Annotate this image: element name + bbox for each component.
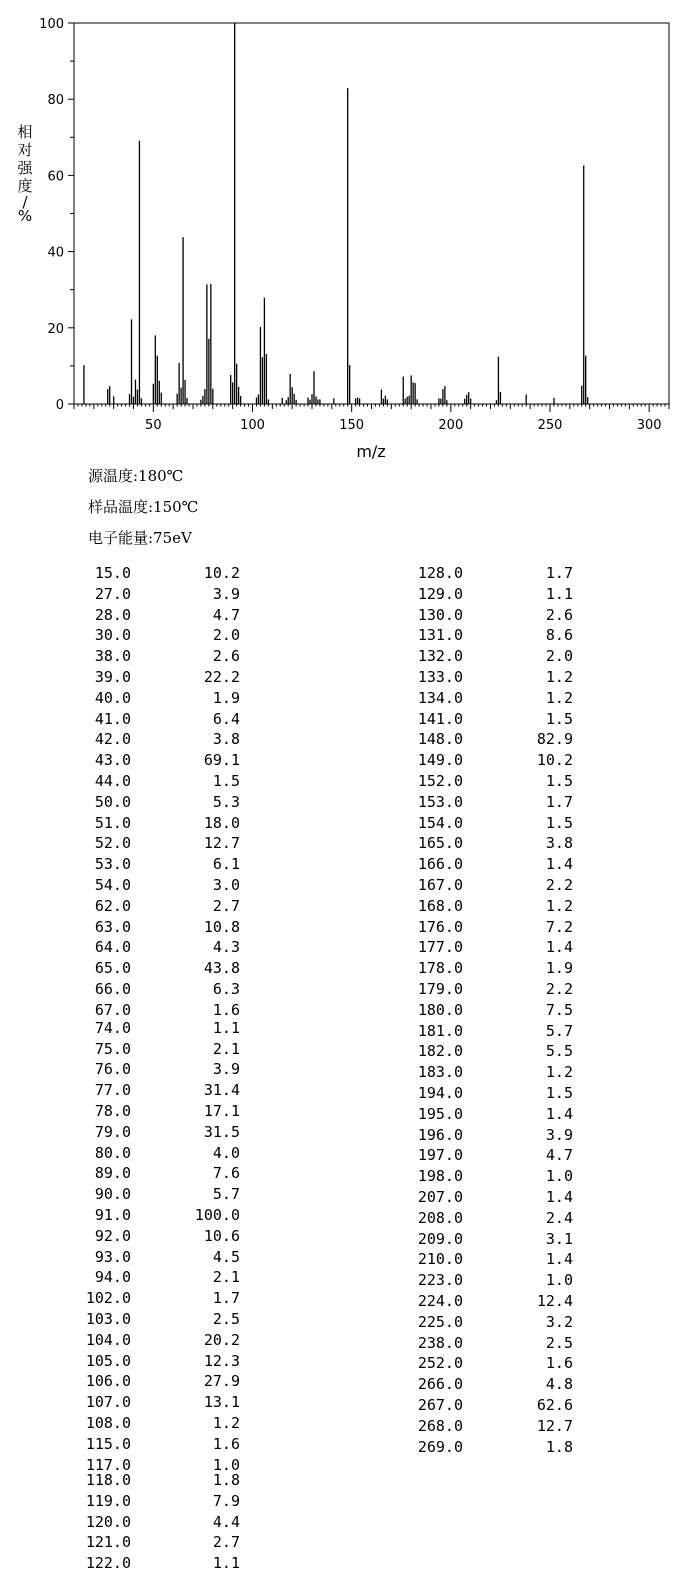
peak-row [0, 710, 687, 728]
peak-mz: 167.0 [417, 876, 463, 894]
peak-row [0, 980, 687, 998]
peak-mz: 40.0 [94, 688, 131, 707]
peak-intensity: 2.1 [212, 1039, 240, 1058]
peak-intensity: 1.4 [545, 855, 573, 874]
peak-mz: 65.0 [94, 959, 131, 978]
peak-row [0, 1351, 687, 1373]
peak-intensity: 10.2 [203, 564, 240, 582]
peak-row [0, 793, 687, 811]
peak-mz: 51.0 [94, 813, 131, 832]
peak-row [0, 1471, 687, 1489]
peak-intensity: 5.7 [212, 1185, 240, 1204]
peak-intensity: 2.0 [212, 626, 240, 645]
peak-row [0, 1554, 687, 1572]
peak-row [0, 938, 687, 956]
y-tick-label: 100 [39, 17, 64, 32]
peak-mz: 15.0 [94, 564, 131, 582]
peak-mz: 39.0 [94, 668, 131, 686]
peak-row [0, 1167, 687, 1185]
peak-mz: 209.0 [417, 1229, 463, 1248]
peak-row [0, 1396, 687, 1414]
peak-mz: 43.0 [94, 751, 131, 770]
peak-mz: 122.0 [85, 1554, 131, 1573]
peak-mz: 195.0 [417, 1104, 463, 1123]
peak-mz: 106.0 [85, 1372, 131, 1391]
peak-row [0, 606, 687, 624]
y-label-char: 强 [17, 159, 33, 177]
y-tick-label: 60 [47, 169, 64, 185]
peak-intensity: 6.1 [212, 855, 240, 874]
y-label-char: 对 [17, 141, 33, 159]
peak-mz: 67.0 [94, 1000, 131, 1019]
peak-mz: 208.0 [417, 1208, 463, 1227]
peak-mz: 210.0 [417, 1250, 463, 1269]
peak-mz: 269.0 [417, 1437, 463, 1456]
y-label-char: 相 [17, 123, 33, 141]
peak-intensity: 10.8 [203, 917, 240, 936]
peak-intensity: 4.8 [545, 1375, 573, 1394]
x-axis-label: m/z [356, 442, 386, 461]
y-axis-label [17, 123, 33, 225]
peak-mz: 197.0 [417, 1146, 463, 1165]
x-tick-label: 50 [145, 418, 162, 433]
peak-mz: 165.0 [417, 834, 463, 853]
peak-mz: 118.0 [85, 1471, 131, 1489]
peak-intensity: 1.5 [545, 772, 573, 790]
peak-intensity: 1.7 [545, 792, 573, 811]
peak-mz: 30.0 [94, 626, 131, 645]
peak-row [0, 1313, 687, 1331]
peak-mz: 52.0 [94, 834, 131, 853]
peak-row [0, 834, 687, 852]
peak-intensity: 12.7 [203, 834, 240, 853]
peak-intensity: 3.8 [212, 730, 240, 749]
peak-mz: 62.0 [94, 896, 131, 915]
peak-row [0, 1143, 687, 1165]
peak-mz: 149.0 [417, 751, 463, 770]
peak-mz: 42.0 [94, 730, 131, 749]
peak-intensity: 3.9 [212, 584, 240, 603]
peak-row [0, 730, 687, 748]
peak-intensity: 22.2 [203, 668, 240, 686]
peak-intensity: 1.5 [545, 813, 573, 832]
peak-intensity: 1.7 [545, 564, 573, 582]
peak-intensity: 2.0 [545, 647, 573, 666]
peak-intensity: 2.6 [212, 647, 240, 666]
peak-intensity: 2.2 [545, 980, 573, 998]
peak-row [0, 1417, 687, 1435]
peak-mz: 91.0 [94, 1206, 131, 1224]
peak-mz: 28.0 [94, 605, 131, 624]
peak-intensity: 3.0 [212, 876, 240, 894]
peak-row [0, 647, 687, 665]
peak-intensity: 5.7 [545, 1021, 573, 1040]
peak-intensity: 1.0 [212, 1455, 240, 1474]
peak-row [0, 876, 687, 894]
peak-intensity: 13.1 [203, 1393, 240, 1412]
peak-mz: 44.0 [94, 772, 131, 790]
peak-row [0, 1039, 687, 1061]
peak-row [0, 1513, 687, 1531]
peak-mz: 207.0 [417, 1188, 463, 1206]
peak-mz: 180.0 [417, 1000, 463, 1019]
peak-intensity: 1.2 [545, 688, 573, 707]
y-tick-label: 40 [47, 245, 64, 261]
mass-spectrum-chart [0, 0, 687, 470]
peak-intensity: 12.4 [536, 1292, 573, 1310]
peak-intensity: 7.6 [212, 1164, 240, 1183]
peak-intensity: 1.7 [212, 1289, 240, 1308]
peak-intensity: 62.6 [536, 1396, 573, 1414]
peak-intensity: 1.9 [545, 959, 573, 978]
x-tick-label: 150 [339, 418, 365, 433]
peak-bars [84, 23, 588, 404]
peak-mz: 224.0 [417, 1292, 463, 1310]
peak-intensity: 31.5 [203, 1122, 240, 1141]
peak-mz: 182.0 [417, 1042, 463, 1061]
peak-intensity: 1.4 [545, 1104, 573, 1123]
peak-mz: 178.0 [417, 959, 463, 978]
peak-mz: 41.0 [94, 709, 131, 728]
peak-intensity: 2.1 [212, 1268, 240, 1287]
source-temperature: 源温度:180℃ [88, 467, 184, 485]
peak-mz: 38.0 [94, 647, 131, 666]
peak-intensity: 43.8 [203, 959, 240, 978]
peak-row [0, 1188, 687, 1206]
peak-mz: 128.0 [417, 564, 463, 582]
x-tick-label: 300 [636, 418, 662, 433]
peak-mz: 79.0 [94, 1122, 131, 1141]
peak-row [0, 1105, 687, 1123]
peak-mz: 50.0 [94, 792, 131, 811]
peak-intensity: 1.2 [545, 668, 573, 686]
peak-mz: 120.0 [85, 1512, 131, 1531]
peak-mz: 102.0 [85, 1289, 131, 1308]
y-tick-label: 20 [47, 321, 64, 337]
peak-intensity: 1.4 [545, 938, 573, 957]
peak-intensity: 3.9 [212, 1060, 240, 1079]
peak-intensity: 31.4 [203, 1081, 240, 1100]
peak-mz: 181.0 [417, 1021, 463, 1040]
peak-row [0, 1292, 687, 1310]
peak-row [0, 1063, 687, 1081]
peak-row [0, 626, 687, 644]
peak-mz: 134.0 [417, 688, 463, 707]
peak-intensity: 18.0 [203, 813, 240, 832]
peak-mz: 117.0 [85, 1455, 131, 1474]
peak-row [0, 855, 687, 873]
peak-intensity: 100.0 [194, 1206, 240, 1224]
peak-mz: 148.0 [417, 730, 463, 749]
peak-intensity: 1.6 [212, 1434, 240, 1453]
peak-row [0, 1001, 687, 1019]
peak-mz: 183.0 [417, 1063, 463, 1082]
peak-intensity: 3.8 [545, 834, 573, 853]
peak-mz: 54.0 [94, 876, 131, 894]
peak-intensity: 1.0 [545, 1271, 573, 1290]
peak-row [0, 918, 687, 936]
peak-mz: 108.0 [85, 1414, 131, 1432]
peak-mz: 64.0 [94, 938, 131, 957]
peak-mz: 107.0 [85, 1393, 131, 1412]
peak-mz: 90.0 [94, 1185, 131, 1204]
peak-row [0, 1438, 687, 1456]
peak-mz: 89.0 [94, 1164, 131, 1183]
x-tick-label: 200 [438, 418, 464, 433]
peak-intensity: 2.2 [545, 876, 573, 894]
peak-intensity: 1.2 [545, 896, 573, 915]
peak-mz: 133.0 [417, 668, 463, 686]
peak-row [0, 1271, 687, 1289]
peak-mz: 115.0 [85, 1434, 131, 1453]
peak-mz: 105.0 [85, 1351, 131, 1370]
peak-mz: 154.0 [417, 813, 463, 832]
peak-intensity: 6.4 [212, 709, 240, 728]
peak-row [0, 1230, 687, 1248]
peak-intensity: 1.4 [545, 1188, 573, 1206]
peak-intensity: 1.6 [545, 1354, 573, 1373]
peak-intensity: 1.1 [212, 1018, 240, 1037]
peak-intensity: 82.9 [536, 730, 573, 749]
peak-row [0, 668, 687, 686]
peak-mz: 176.0 [417, 917, 463, 936]
peak-mz: 168.0 [417, 896, 463, 915]
peak-mz: 266.0 [417, 1375, 463, 1394]
peak-mz: 77.0 [94, 1081, 131, 1100]
peak-row [0, 1126, 687, 1144]
peak-row [0, 751, 687, 769]
peak-intensity: 2.4 [545, 1208, 573, 1227]
peak-row [0, 1084, 687, 1102]
y-label-char: / [22, 193, 28, 211]
peak-mz: 93.0 [94, 1247, 131, 1266]
peak-mz: 121.0 [85, 1533, 131, 1552]
peak-mz: 166.0 [417, 855, 463, 874]
peak-intensity: 20.2 [203, 1330, 240, 1349]
y-label-char: % [17, 207, 33, 225]
peak-intensity: 1.5 [545, 1084, 573, 1102]
peak-row [0, 1209, 687, 1227]
peak-intensity: 2.6 [545, 605, 573, 624]
peak-row [0, 689, 687, 707]
peak-intensity: 4.3 [212, 938, 240, 957]
peak-mz: 268.0 [417, 1416, 463, 1435]
peak-intensity: 3.2 [545, 1312, 573, 1331]
peak-row [0, 1022, 687, 1040]
peak-intensity: 8.6 [545, 626, 573, 645]
peak-mz: 103.0 [85, 1310, 131, 1328]
peak-mz: 92.0 [94, 1226, 131, 1245]
peak-intensity: 6.3 [212, 980, 240, 998]
peak-mz: 238.0 [417, 1333, 463, 1352]
peak-intensity: 4.7 [212, 605, 240, 624]
peak-mz: 252.0 [417, 1354, 463, 1373]
peak-intensity: 12.7 [536, 1416, 573, 1435]
peak-mz: 53.0 [94, 855, 131, 874]
plot-frame [74, 23, 669, 404]
peak-mz: 80.0 [94, 1143, 131, 1162]
peak-intensity: 1.8 [545, 1437, 573, 1456]
peak-mz: 76.0 [94, 1060, 131, 1079]
peak-intensity: 2.5 [545, 1333, 573, 1352]
peak-intensity: 1.2 [212, 1414, 240, 1432]
peak-mz: 119.0 [85, 1491, 131, 1510]
peak-mz: 129.0 [417, 584, 463, 603]
y-tick-label: 0 [55, 398, 64, 413]
peak-row [0, 564, 687, 582]
peak-intensity: 1.5 [212, 772, 240, 790]
electron-energy: 电子能量:75eV [88, 529, 192, 547]
peak-mz: 198.0 [417, 1167, 463, 1186]
peak-row [0, 897, 687, 915]
peak-intensity: 17.1 [203, 1102, 240, 1120]
plot-border [74, 23, 669, 404]
peak-row [0, 814, 687, 832]
peak-mz: 66.0 [94, 980, 131, 998]
peak-row [0, 1247, 687, 1269]
peak-intensity: 2.5 [212, 1310, 240, 1328]
peak-mz: 153.0 [417, 792, 463, 811]
peak-mz: 63.0 [94, 917, 131, 936]
peak-intensity: 12.3 [203, 1351, 240, 1370]
peak-mz: 177.0 [417, 938, 463, 957]
peak-intensity: 1.9 [212, 688, 240, 707]
sample-temperature: 样品温度:150℃ [88, 498, 199, 516]
peak-mz: 74.0 [94, 1018, 131, 1037]
peak-intensity: 1.2 [545, 1063, 573, 1082]
x-axis [74, 404, 669, 433]
peak-intensity: 2.7 [212, 896, 240, 915]
peak-intensity: 4.0 [212, 1143, 240, 1162]
peak-intensity: 10.2 [536, 751, 573, 770]
x-tick-label: 100 [240, 418, 265, 433]
peak-intensity: 69.1 [203, 751, 240, 770]
y-label-char: 度 [17, 177, 33, 195]
peak-intensity: 1.6 [212, 1000, 240, 1019]
peak-mz: 223.0 [417, 1271, 463, 1290]
peak-intensity: 1.8 [212, 1471, 240, 1489]
peak-mz: 131.0 [417, 626, 463, 645]
peak-row [0, 959, 687, 977]
peak-intensity: 5.5 [545, 1042, 573, 1061]
y-tick-label: 80 [47, 93, 64, 109]
peak-intensity: 4.4 [212, 1512, 240, 1531]
peak-mz: 78.0 [94, 1102, 131, 1120]
peak-mz: 225.0 [417, 1312, 463, 1331]
peak-row [0, 1533, 687, 1551]
peak-intensity: 3.1 [545, 1229, 573, 1248]
y-axis [39, 17, 74, 413]
peak-intensity: 1.0 [545, 1167, 573, 1186]
peak-mz: 179.0 [417, 980, 463, 998]
peak-mz: 267.0 [417, 1396, 463, 1414]
peak-mz: 194.0 [417, 1084, 463, 1102]
peak-intensity: 1.1 [212, 1554, 240, 1573]
peak-mz: 152.0 [417, 772, 463, 790]
peak-intensity: 10.6 [203, 1226, 240, 1245]
peak-intensity: 3.9 [545, 1125, 573, 1144]
peak-mz: 94.0 [94, 1268, 131, 1287]
peak-intensity: 27.9 [203, 1372, 240, 1391]
peak-mz: 75.0 [94, 1039, 131, 1058]
peak-mz: 27.0 [94, 584, 131, 603]
peak-intensity: 1.4 [545, 1250, 573, 1269]
peak-row [0, 772, 687, 790]
peak-intensity: 2.7 [212, 1533, 240, 1552]
peak-intensity: 4.5 [212, 1247, 240, 1266]
peak-mz: 132.0 [417, 647, 463, 666]
peak-mz: 104.0 [85, 1330, 131, 1349]
peak-intensity: 5.3 [212, 792, 240, 811]
peak-row [0, 1375, 687, 1393]
peak-intensity: 1.5 [545, 709, 573, 728]
peak-intensity: 4.7 [545, 1146, 573, 1165]
peak-intensity: 7.9 [212, 1491, 240, 1510]
peak-mz: 130.0 [417, 605, 463, 624]
peak-row [0, 1334, 687, 1352]
peak-row [0, 1492, 687, 1510]
peak-mz: 141.0 [417, 709, 463, 728]
x-tick-label: 250 [537, 418, 563, 433]
peak-intensity: 7.5 [545, 1000, 573, 1019]
peak-row [0, 585, 687, 603]
peak-mz: 196.0 [417, 1125, 463, 1144]
peak-intensity: 7.2 [545, 917, 573, 936]
peak-intensity: 1.1 [545, 584, 573, 603]
